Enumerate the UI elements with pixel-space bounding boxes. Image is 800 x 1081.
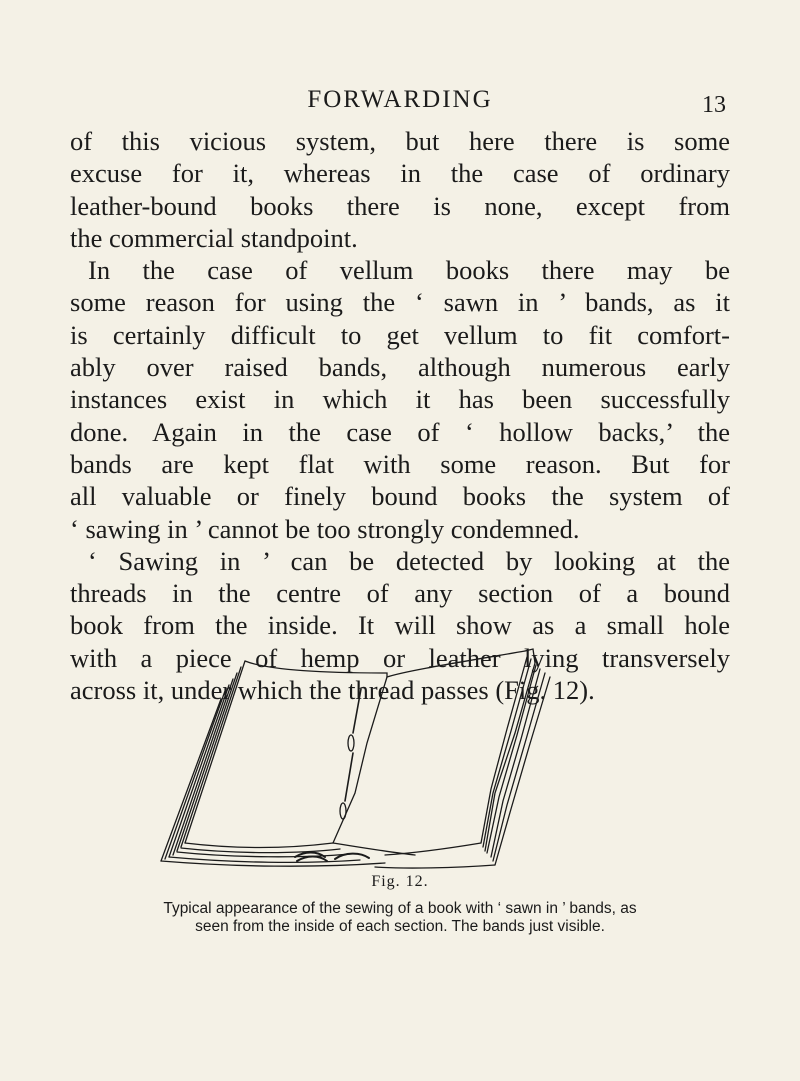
text-line: ‘ Sawing in ’ can be detected by looking at the xyxy=(88,545,730,576)
text-line: of this vicious system, but here there is some xyxy=(70,126,730,156)
text-line: done. Again in the case of ‘ hollow backs,’ the xyxy=(70,416,730,447)
text-line: excuse for it, whereas in the case of ordinary xyxy=(70,158,730,189)
book-illustration xyxy=(155,643,575,873)
body-text xyxy=(70,125,730,706)
running-head xyxy=(0,86,800,120)
running-title: FORWARDING xyxy=(307,86,493,113)
text-line: instances exist in which it has been successfully xyxy=(70,384,730,415)
text-line: the commercial standpoint. xyxy=(70,222,358,253)
text-line: across it, under which the thread passes (Fig. 12). xyxy=(70,675,595,706)
text-line: In the case of vellum books there may be xyxy=(88,255,730,286)
text-line: some reason for using the ‘ sawn in ’ bands, as it xyxy=(70,287,730,318)
text-line: ably over raised bands, although numerous early xyxy=(70,352,730,383)
open-book-drawing xyxy=(155,643,575,873)
caption-line: Typical appearance of the sewing of a book with ‘ sawn in ’ bands, as xyxy=(163,900,637,917)
text-line: all valuable or finely bound books the system of xyxy=(70,481,730,512)
text-line: bands are kept flat with some reason. But for xyxy=(70,448,730,479)
text-line: ‘ sawing in ’ cannot be too strongly condemned. xyxy=(70,513,580,544)
figure-caption xyxy=(0,900,800,936)
text-line: is certainly difficult to get vellum to fit comfort- xyxy=(70,319,730,350)
text-line: with a piece of hemp or leather lying transversely xyxy=(70,642,730,673)
text-line: book from the inside. It will show as a small hole xyxy=(70,610,730,641)
text-line: threads in the centre of any section of a bound xyxy=(70,578,730,609)
text-line: leather-bound books there is none, except from xyxy=(70,190,730,221)
page-number: 13 xyxy=(702,92,726,118)
figure-label: Fig. 12. xyxy=(371,873,429,890)
caption-line: seen from the inside of each section. The bands just visible. xyxy=(195,918,605,935)
